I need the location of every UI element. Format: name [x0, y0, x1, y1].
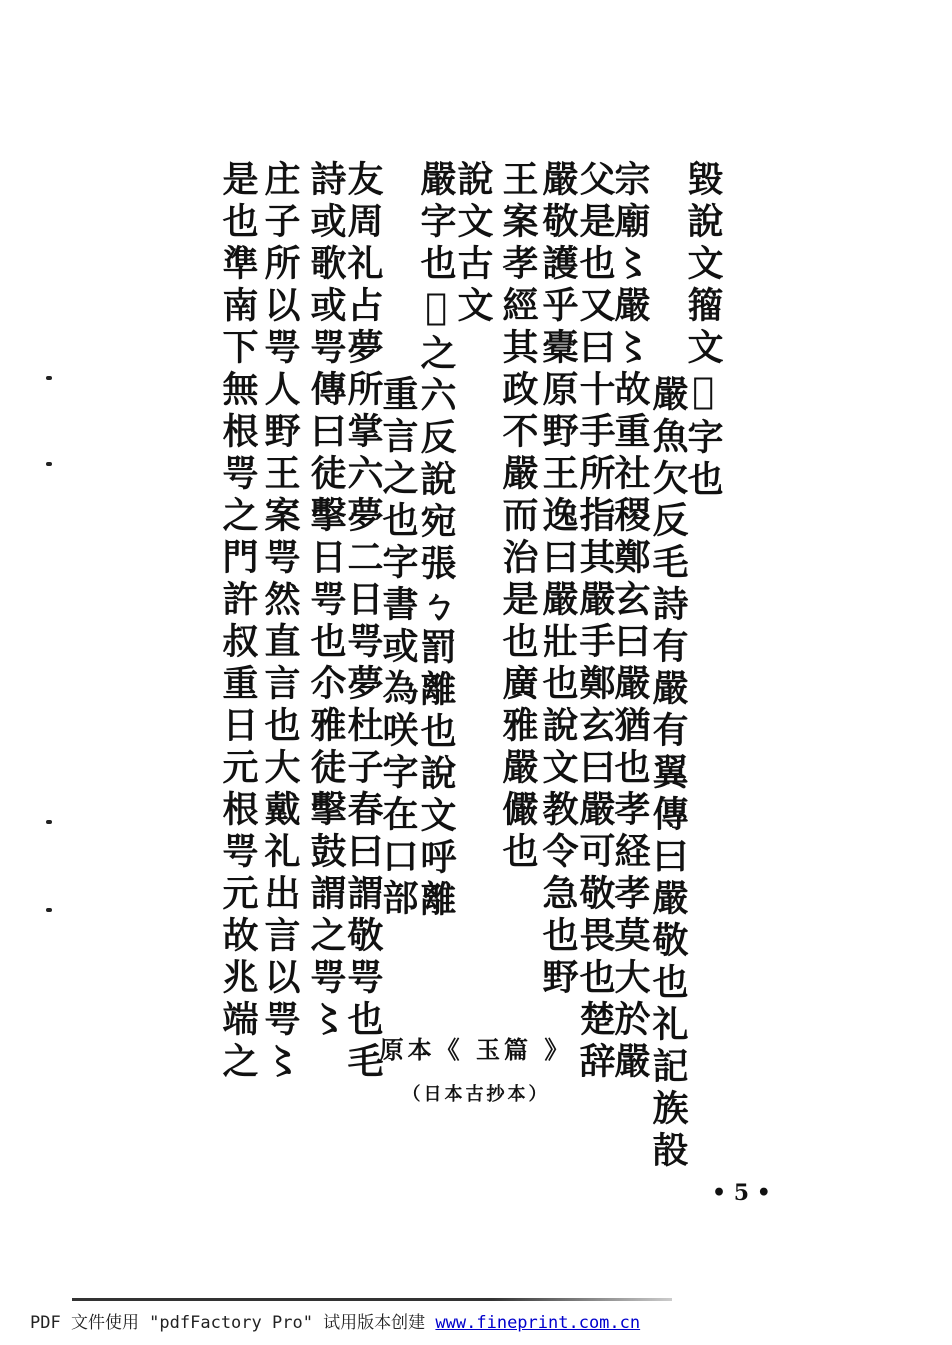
- page-speck: [46, 462, 52, 466]
- page-speck: [46, 820, 52, 824]
- footer-link[interactable]: www.fineprint.com.cn: [435, 1313, 641, 1333]
- text-column-6: 王案孝經其政不嚴而治是也廣雅嚴儼也: [497, 160, 539, 874]
- footer-text: PDF 文件使用 "pdfFactory Pro" 试用版本创建: [30, 1313, 426, 1333]
- text-column-2: 嚴魚欠反毛詩有嚴有翼傳曰嚴敬也礼記族㱿: [647, 375, 689, 1173]
- text-column-10: 友周礼占夢所掌六夢二日咢夢杜子春曰謂敬咢也毛: [342, 160, 384, 1084]
- text-column-11: 詩或歌或咢傳曰徒擊日咢也尒雅徒擊鼓謂之咢〻: [305, 160, 347, 1042]
- page-speck: [46, 908, 52, 912]
- pdf-footer: [30, 1308, 640, 1333]
- text-column-1: 毀說文籀文𣪞字也: [682, 160, 724, 502]
- text-column-9: 重言之也字書或為咲字在口部: [377, 375, 419, 921]
- text-column-3: 宗廟〻嚴〻故重社稷鄭玄曰嚴猶也孝経孝莫大於嚴: [609, 160, 651, 1084]
- text-column-8: 嚴字也𠾎之六反說宛張ㄅ罰離也說文呼離: [415, 160, 457, 922]
- text-column-4: 父是也又曰十手所指其嚴手鄭玄曰嚴可敬畏也楚辞: [574, 160, 616, 1084]
- figure-caption-subtitle: （日本古抄本）: [402, 1084, 550, 1105]
- text-column-5: 嚴敬護乎橐原野王逸曰嚴壯也說文教令急也野: [537, 160, 579, 1000]
- text-column-12: 庄子所以咢人野王案咢然直言也大戴礼出言以咢〻: [259, 160, 301, 1084]
- text-column-13: 是也準南下無根咢之門許叔重日元根咢元故兆端之: [217, 160, 259, 1084]
- text-column-7: 說文古文: [452, 160, 494, 328]
- page-speck: [46, 376, 52, 380]
- page-number: • 5 •: [712, 1180, 771, 1206]
- footer-rule: [72, 1298, 672, 1301]
- figure-caption: 原本《 玉篇 》: [379, 1035, 573, 1064]
